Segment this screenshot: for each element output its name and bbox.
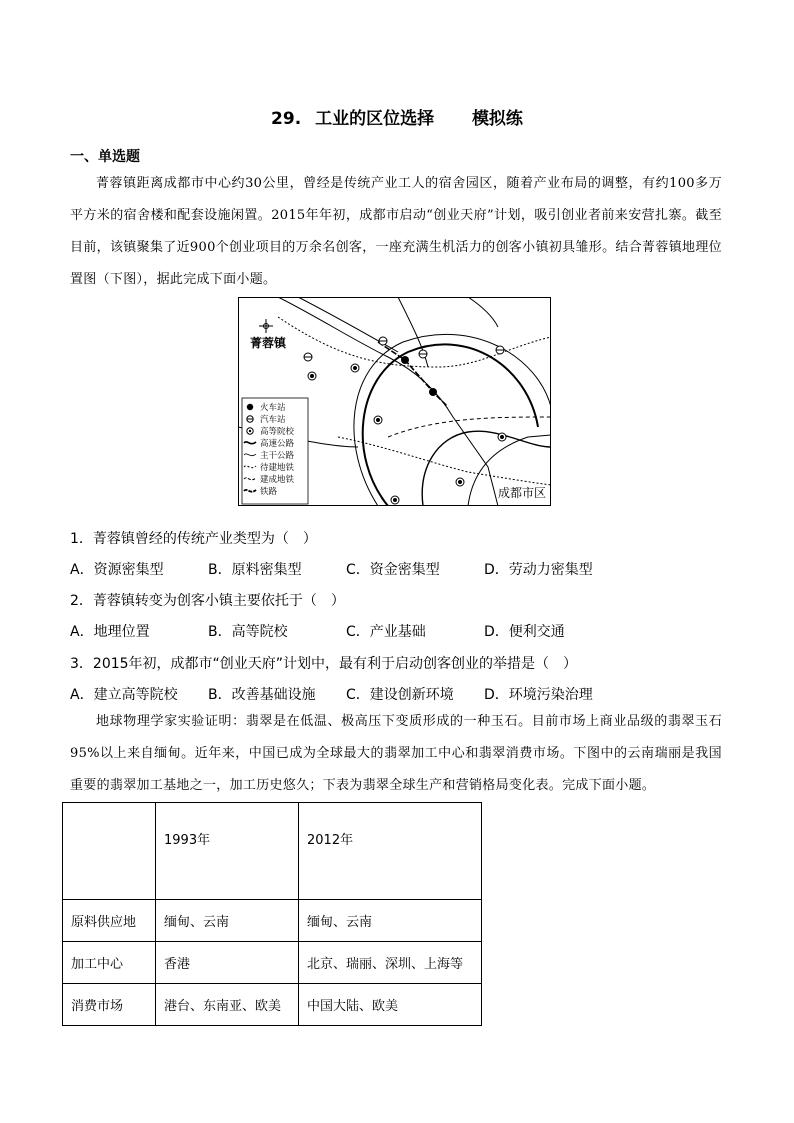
question-2-options [70, 621, 730, 641]
table-cell: 缅甸、云南 [299, 900, 482, 942]
question-1: 1．菁蓉镇曾经的传统产业类型为（ ） [70, 531, 317, 547]
table-row [63, 900, 482, 942]
train-station-icon [247, 404, 253, 410]
option-b[interactable]: B．改善基础设施 [208, 687, 316, 703]
city-label: 成都市区 [498, 486, 547, 500]
legend-label: 汽车站 [260, 415, 286, 425]
option-a[interactable]: A．地理位置 [70, 624, 150, 640]
page-title [0, 104, 794, 129]
location-map [238, 297, 551, 506]
title-main: 工业的区位选择 [315, 109, 435, 129]
passage-2: 地球物理学家实验证明：翡翠是在低温、极高压下变质形成的一种玉石。目前市场上商业品级的翡翠玉石95%以上来自缅甸。近年来，中国已成为全球最大的翡翠加工中心和翡翠消费市场。下图中的云南瑞丽是我国重要的翡翠加工基地之一，加工历史悠久；下表为翡翠全球生产和营销格局变化表。完成下面小题。 [70, 714, 722, 793]
table-header-row [63, 803, 482, 900]
town-label: 菁蓉镇 [250, 336, 287, 350]
option-c[interactable]: C．资金密集型 [346, 562, 440, 578]
table-cell: 中国大陆、欧美 [299, 984, 482, 1026]
table-row [63, 942, 482, 984]
table-cell: 北京、瑞丽、深圳、上海等 [299, 942, 482, 984]
table-cell: 消费市场 [63, 984, 156, 1026]
option-a[interactable]: A．建立高等院校 [70, 687, 178, 703]
legend-label: 高速公路 [260, 439, 295, 449]
map-legend [242, 398, 308, 504]
table-cell: 香港 [156, 942, 299, 984]
question-3-options [70, 684, 730, 704]
table-cell: 加工中心 [63, 942, 156, 984]
table-cell: 缅甸、云南 [156, 900, 299, 942]
passage-1: 菁蓉镇距离成都市中心约30公里，曾经是传统产业工人的宿舍园区，随着产业布局的调整，有约100多万平方米的宿舍楼和配套设施闲置。2015年年初，成都市启动“创业天府”计划，吸引创业者前来安营扎寨。截至目前，该镇聚集了近900个创业项目的万余名创客，一座充满生机活力的创客小镇初具雏形。结合菁蓉镇地理位置图（下图），据此完成下面小题。 [70, 176, 722, 287]
table-cell: 2012年 [299, 803, 482, 900]
legend-label: 火车站 [260, 403, 286, 413]
option-c[interactable]: C．产业基础 [346, 624, 426, 640]
bus-station-icon [247, 416, 253, 422]
legend-label: 主干公路 [260, 451, 295, 461]
title-number: 29. [271, 109, 302, 129]
table-cell [63, 803, 156, 900]
jade-market-table [62, 802, 482, 1026]
question-3: 3．2015年初，成都市“创业天府”计划中，最有利于启动创客创业的举措是（ ） [70, 656, 578, 672]
legend-label: 铁路 [260, 487, 278, 497]
table-cell: 原料供应地 [63, 900, 156, 942]
title-sub: 模拟练 [471, 109, 523, 129]
table-cell: 1993年 [156, 803, 299, 900]
option-d[interactable]: D．劳动力密集型 [484, 562, 593, 578]
table-cell: 港台、东南亚、欧美 [156, 984, 299, 1026]
section-heading: 一、单选题 [70, 149, 140, 165]
legend-label: 高等院校 [260, 427, 295, 437]
legend-label: 待建地铁 [260, 463, 295, 473]
university-icon [247, 428, 253, 434]
option-b[interactable]: B．高等院校 [208, 624, 288, 640]
option-a[interactable]: A．资源密集型 [70, 562, 164, 578]
option-b[interactable]: B．原料密集型 [208, 562, 302, 578]
table-row [63, 984, 482, 1026]
option-d[interactable]: D．便利交通 [484, 624, 565, 640]
option-c[interactable]: C．建设创新环境 [346, 687, 454, 703]
option-d[interactable]: D．环境污染治理 [484, 687, 593, 703]
question-2: 2．菁蓉镇转变为创客小镇主要依托于（ ） [70, 593, 345, 609]
question-1-options [70, 559, 730, 579]
legend-label: 建成地铁 [260, 475, 295, 485]
